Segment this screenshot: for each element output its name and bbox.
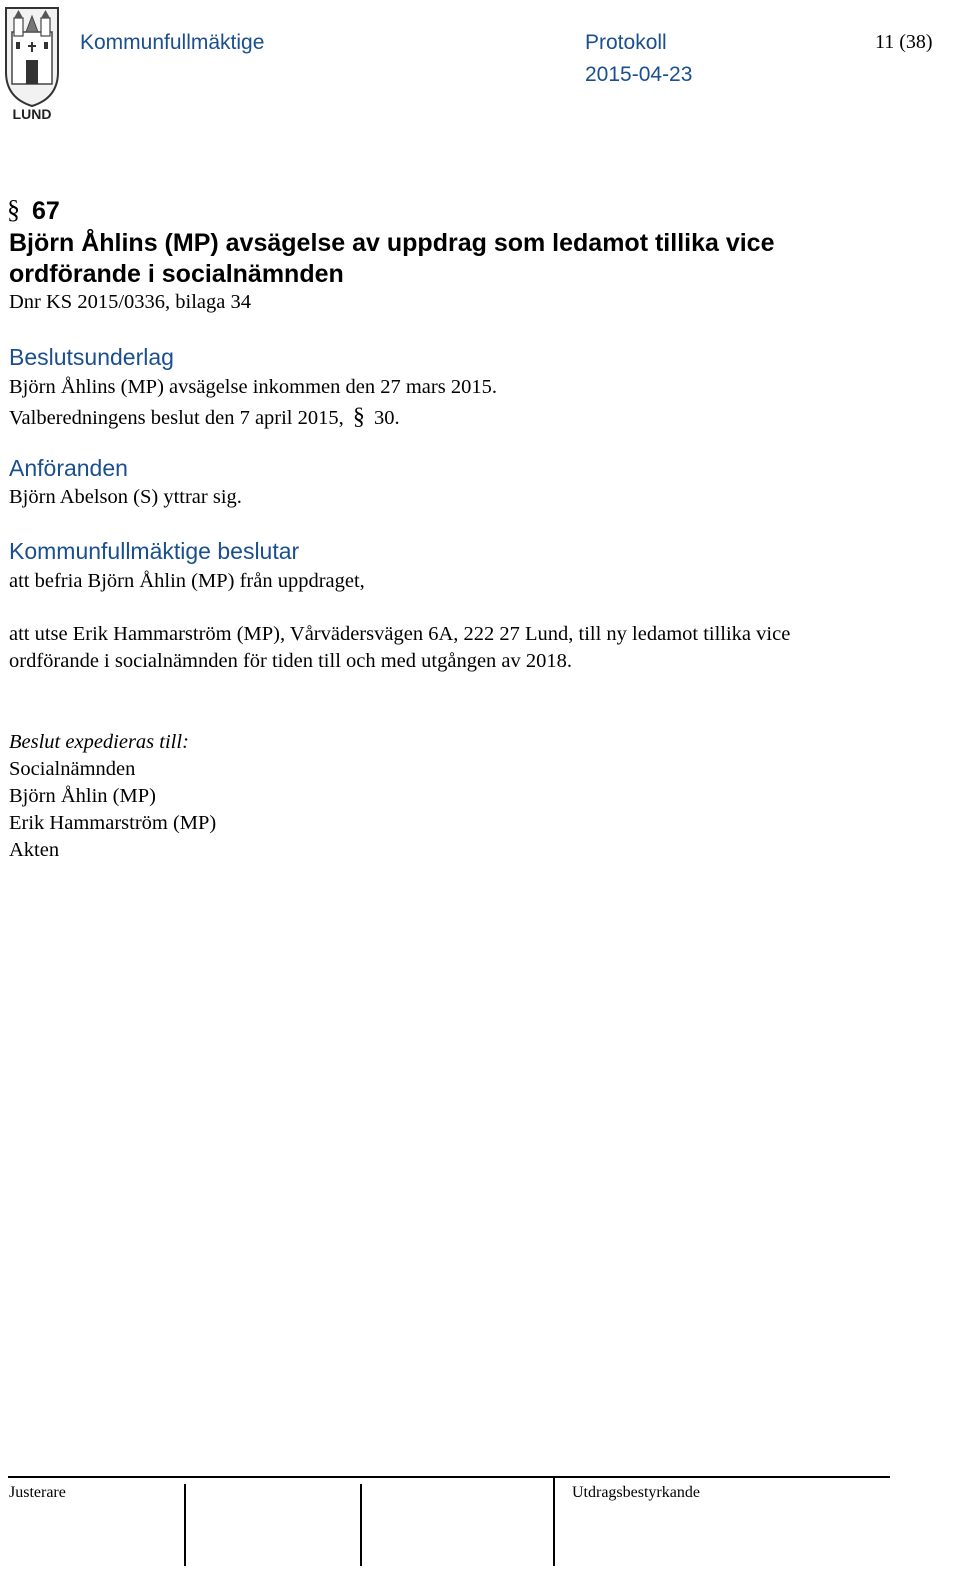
beslutsunderlag-line2-text: Valberedningens beslut den 7 april 2015,	[9, 407, 344, 429]
footer-signature-box-divider	[360, 1484, 362, 1566]
svg-text:LUND: LUND	[12, 106, 52, 122]
footer-top-rule	[8, 1476, 890, 1478]
lund-coat-of-arms-logo	[4, 2, 60, 122]
paragraph-title-line1: Björn Åhlins (MP) avsägelse av uppdrag som ledamot tillika vice	[9, 229, 775, 257]
footer-divider	[553, 1476, 555, 1566]
header-doc-type: Protokoll	[585, 31, 667, 54]
footer-utdragsbestyrkande-label: Utdragsbestyrkande	[572, 1484, 700, 1501]
footer-justerare-label: Justerare	[9, 1484, 66, 1501]
beslutsunderlag-line1: Björn Åhlins (MP) avsägelse inkommen den 27 mars 2015.	[9, 376, 497, 398]
footer-signature-box-divider	[184, 1484, 186, 1566]
expedieras-recipient: Björn Åhlin (MP)	[9, 785, 156, 807]
beslut-line1: att befria Björn Åhlin (MP) från uppdraget,	[9, 570, 365, 592]
anforanden-line1: Björn Abelson (S) yttrar sig.	[9, 486, 242, 508]
paragraph-symbol: §	[7, 195, 20, 224]
beslutsunderlag-line2	[9, 404, 400, 431]
expedieras-recipient: Socialnämnden	[9, 758, 136, 780]
expedieras-recipient: Akten	[9, 839, 60, 861]
beslut-heading: Kommunfullmäktige beslutar	[9, 538, 300, 564]
dnr-reference: Dnr KS 2015/0336, bilaga 34	[9, 291, 251, 313]
expedieras-heading: Beslut expedieras till:	[9, 731, 189, 753]
paragraph-symbol-inline: §	[352, 404, 365, 430]
paragraph-number: 67	[32, 197, 60, 225]
anforanden-heading: Anföranden	[9, 455, 128, 481]
header-date: 2015-04-23	[585, 63, 693, 86]
header-organ: Kommunfullmäktige	[80, 31, 265, 54]
beslutsunderlag-line2-end: 30.	[374, 407, 400, 429]
beslut-line2: att utse Erik Hammarström (MP), Vårvädersvägen 6A, 222 27 Lund, till ny ledamot tillika vice	[9, 623, 791, 645]
paragraph-title-line2: ordförande i socialnämnden	[9, 260, 344, 288]
header-page-number: 11 (38)	[875, 31, 933, 53]
beslut-line3: ordförande i socialnämnden för tiden till och med utgången av 2018.	[9, 650, 573, 672]
expedieras-recipient: Erik Hammarström (MP)	[9, 812, 217, 834]
beslutsunderlag-heading: Beslutsunderlag	[9, 344, 174, 370]
